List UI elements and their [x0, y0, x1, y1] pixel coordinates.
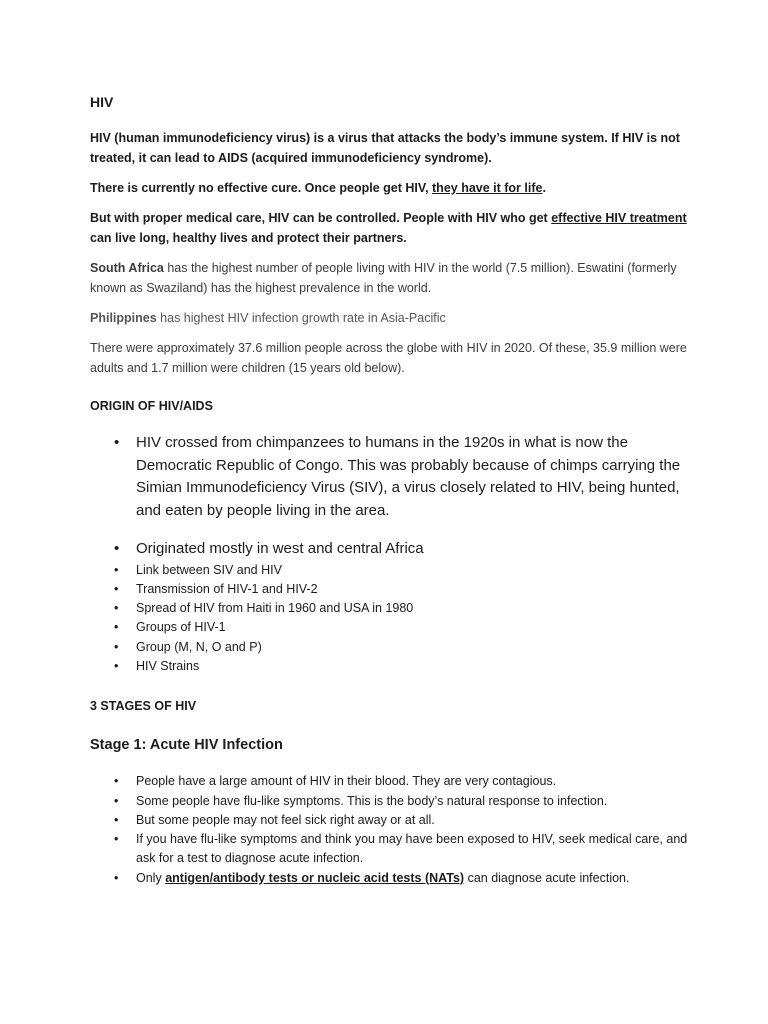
list-item	[90, 618, 690, 637]
bullet-icon: •	[114, 639, 119, 654]
stage1-heading: Stage 1: Acute HIV Infection	[90, 737, 283, 754]
origin-item-text: Originated mostly in west and central Africa	[136, 540, 424, 557]
document-title: HIV	[90, 94, 114, 110]
bullet-icon: •	[114, 812, 119, 827]
origin-heading: ORIGIN OF HIV/AIDS	[90, 399, 213, 413]
stage1-last-text: Only	[136, 870, 166, 885]
document-page	[90, 92, 690, 888]
origin-item-text: HIV crossed from chimpanzees to humans in the 1920s in what is now the Democratic Republic of Congo. This was probably because of chimps carrying the Simian Immunodeficiency Virus (SIV), a virus closely related to HIV, being hunted, and eaten by people living in the area.	[136, 434, 681, 519]
philippines-label: Philippines	[90, 311, 157, 325]
stage1-item-text: But some people may not feel sick right away or at all.	[136, 812, 435, 827]
stage1-item-text: People have a large amount of HIV in their blood. They are very contagious.	[136, 774, 557, 789]
bullet-icon: •	[114, 832, 119, 847]
origin-sub-text: Groups of HIV-1	[136, 620, 226, 635]
list-item	[90, 638, 690, 657]
list-item	[90, 580, 690, 599]
origin-sub-text: HIV Strains	[136, 658, 200, 673]
list-item	[90, 792, 690, 811]
no-cure-end: .	[542, 181, 546, 195]
bullet-icon: •	[114, 581, 119, 596]
stages-heading: 3 STAGES OF HIV	[90, 699, 197, 714]
south-africa-text: has the highest number of people living with HIV in the world (7.5 million). Eswatini (formerly known as Swaziland) has the highest prevalence in the world.	[90, 261, 677, 295]
for-life-underlined: they have it for life	[432, 181, 543, 195]
origin-sub-text: Link between SIV and HIV	[136, 562, 282, 577]
south-africa-label: South Africa	[90, 261, 164, 275]
origin-sub-text: Group (M, N, O and P)	[136, 639, 262, 654]
control-text: But with proper medical care, HIV can be controlled. People with HIV who get	[90, 211, 552, 225]
antigen-tests-underlined: antigen/antibody tests or nucleic acid tests (NATs)	[165, 870, 465, 885]
philippines-text: has highest HIV infection growth rate in Asia-Pacific	[156, 311, 446, 325]
list-item	[90, 657, 690, 676]
origin-sub-list	[90, 561, 690, 677]
control-paragraph	[90, 208, 690, 248]
list-item	[90, 538, 690, 561]
list-item	[90, 432, 690, 522]
intro-paragraph: HIV (human immunodeficiency virus) is a virus that attacks the body’s immune system. If HIV is not treated, it can lead to AIDS (acquired immunodeficiency syndrome).	[90, 131, 680, 165]
no-cure-paragraph	[90, 178, 690, 198]
bullet-icon: •	[114, 793, 119, 808]
bullet-icon: •	[114, 774, 119, 789]
stage1-item-text: If you have flu-like symptoms and think you may have been exposed to HIV, seek medical care, and ask for a test to diagnose acute infection.	[136, 832, 688, 866]
bullet-icon: •	[114, 562, 119, 577]
control-end: can live long, healthy lives and protect their partners.	[90, 231, 407, 245]
stage1-item-text: Some people have flu-like symptoms. This is the body’s natural response to infection.	[136, 793, 608, 808]
philippines-paragraph	[90, 308, 690, 328]
list-item	[90, 561, 690, 580]
list-item	[90, 599, 690, 618]
list-item	[90, 811, 690, 830]
bullet-icon: •	[114, 434, 120, 451]
global-stats-paragraph: There were approximately 37.6 million people across the globe with HIV in 2020. Of these, 35.9 million were adults and 1.7 million were children (15 years old below).	[90, 341, 687, 375]
origin-main-list	[90, 432, 690, 561]
stage1-last-end: can diagnose acute infection.	[464, 870, 630, 885]
stage1-list	[90, 772, 690, 888]
bullet-icon: •	[114, 620, 119, 635]
list-item	[90, 830, 690, 869]
origin-sub-text: Transmission of HIV-1 and HIV-2	[136, 581, 318, 596]
bullet-icon: •	[114, 658, 119, 673]
list-item	[90, 869, 690, 888]
effective-treatment-underlined: effective HIV treatment	[551, 211, 687, 225]
list-item	[90, 772, 690, 791]
bullet-icon: •	[114, 870, 119, 885]
origin-sub-text: Spread of HIV from Haiti in 1960 and USA in 1980	[136, 601, 414, 616]
no-cure-text: There is currently no effective cure. Once people get HIV,	[90, 181, 433, 195]
south-africa-paragraph	[90, 258, 690, 298]
bullet-icon: •	[114, 540, 120, 557]
bullet-icon: •	[114, 601, 119, 616]
